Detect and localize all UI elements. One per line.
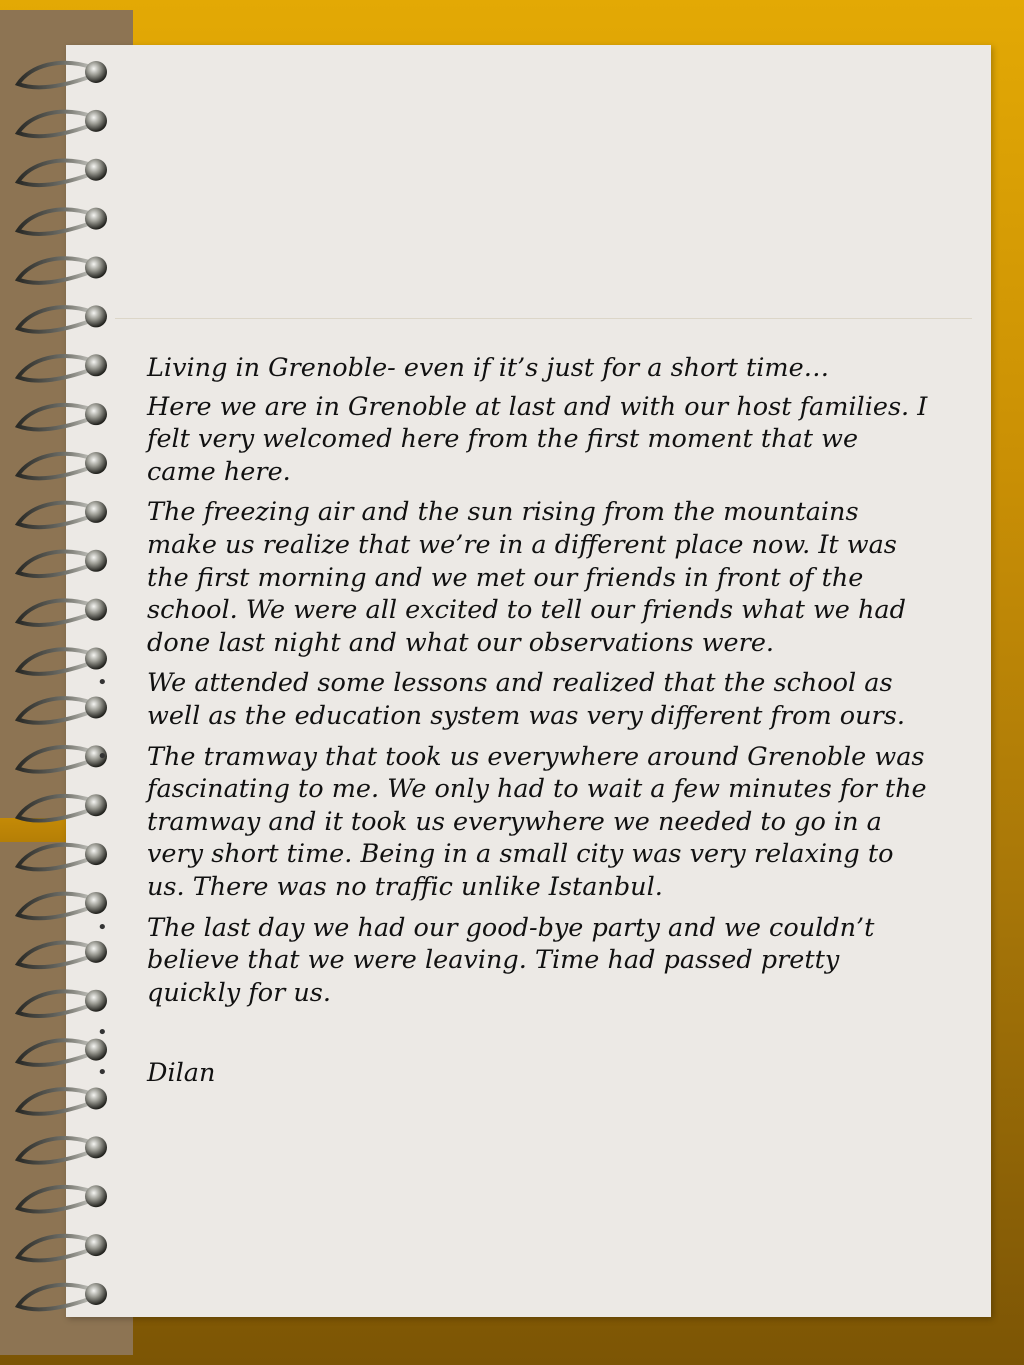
spiral-ring-icon — [18, 843, 107, 869]
signature-line — [97, 1057, 932, 1090]
bullet-icon: • — [97, 745, 108, 767]
signature: Dilan — [147, 1058, 216, 1089]
spiral-ring-icon — [18, 1136, 107, 1162]
paragraph-2 — [147, 496, 932, 659]
journal-title: Living in Grenoble- even if it’s just for a short time… — [147, 353, 830, 383]
spiral-ring-icon — [18, 745, 107, 771]
paragraph-6 — [97, 1017, 932, 1049]
paragraph-text: We attended some lessons and realized that the school as well as the education system was very different from ours. — [147, 668, 905, 731]
spiral-ring-icon — [18, 159, 107, 185]
spiral-ring-icon — [18, 1039, 107, 1065]
paragraph-text: The tramway that took us everywhere around Grenoble was fascinating to me. We only had to wait a few minutes for the tramway and it took us everywhere we needed to go in a very short time. Being in a small city was very relaxing to us. There was no traffic unlike Istanbul. — [147, 741, 927, 902]
spiral-ring-icon — [18, 61, 107, 87]
spiral-ring-icon — [18, 1283, 107, 1309]
spiral-ring-icon — [18, 1087, 107, 1113]
page-rule-line — [115, 318, 972, 319]
spiral-ring-icon — [18, 892, 107, 918]
bullet-icon: • — [97, 1022, 108, 1044]
paragraph-4 — [97, 741, 932, 904]
paragraph-text: The last day we had our good-bye party and we couldn’t believe that we were leaving. Time had passed pretty quickly for us. — [147, 912, 875, 1008]
bullet-icon: • — [97, 1062, 108, 1084]
paragraph-1 — [147, 391, 932, 489]
spiral-ring-icon — [18, 550, 107, 576]
spiral-ring-icon — [18, 305, 107, 331]
bullet-icon: • — [97, 672, 108, 694]
paragraph-5 — [97, 912, 932, 1010]
spiral-ring-icon — [18, 403, 107, 429]
spiral-ring-icon — [18, 257, 107, 283]
paragraph-3 — [97, 667, 932, 732]
bullet-icon: • — [97, 916, 108, 938]
spiral-ring-icon — [18, 794, 107, 820]
spiral-ring-icon — [18, 501, 107, 527]
spiral-ring-icon — [18, 599, 107, 625]
spiral-ring-icon — [18, 696, 107, 722]
paragraph-text: Here we are in Grenoble at last and with our host families. I felt very welcomed here from the first moment that we came here. — [147, 391, 928, 487]
journal-text — [97, 352, 932, 1098]
spiral-ring-icon — [18, 354, 107, 380]
spiral-ring-icon — [18, 452, 107, 478]
spiral-ring-icon — [18, 110, 107, 136]
spiral-ring-icon — [18, 990, 107, 1016]
spiral-ring-icon — [18, 1234, 107, 1260]
spiral-binding — [0, 0, 140, 1365]
spiral-ring-icon — [18, 1185, 107, 1211]
paragraph-text: The freezing air and the sun rising from the mountains make us realize that we’re in a different place now. It was the first morning and we met our friends in front of the school. We were all excited to tell our friends what we had done last night and what our observations were. — [147, 497, 906, 658]
spiral-ring-icon — [18, 648, 107, 674]
spiral-ring-icon — [18, 941, 107, 967]
spiral-ring-icon — [18, 208, 107, 234]
